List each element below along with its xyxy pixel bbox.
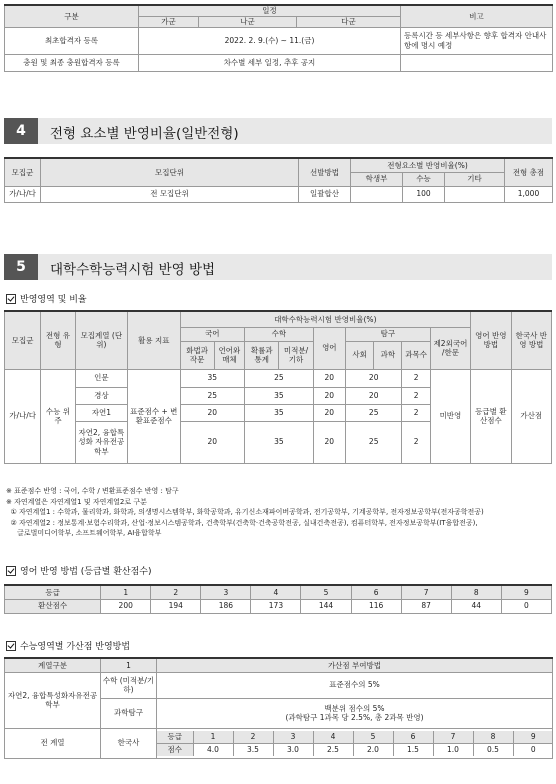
header-ga: 가군 [139,16,199,27]
cell-method: 표준점수의 5% [157,672,553,698]
section-5-header [4,254,552,280]
cell-math: 25 [245,369,314,387]
checkbox-icon [6,566,16,576]
score-cell: 194 [151,599,201,613]
cell-field: 전 계열 [5,728,101,758]
note-line: ※ 표준점수 반영 : 국어, 수학 / 변환표준점수 반영 : 탐구 [6,487,179,495]
cell-math: 35 [245,421,314,463]
header-unit: 모집단위 [41,158,299,186]
score-cell: 2.5 [313,743,353,756]
header-type: 전형 유형 [41,311,75,369]
header-etc: 기타 [445,172,505,186]
header-gubun: 구분 [5,5,139,27]
grade-cell: 4 [313,731,353,744]
cell-subject: 과학탐구 [101,698,157,728]
score-cell: 144 [301,599,351,613]
header-score: 점수 [157,743,193,756]
grade-cell: 6 [351,585,401,599]
section-number: 5 [4,254,38,280]
note-line: ※ 자연계열은 자연계열1 및 자연계열2로 구분 [6,497,147,506]
section-title: 대학수학능력시험 반영 방법 [50,262,216,278]
grade-cell: 4 [251,585,301,599]
cell-english: 20 [313,404,345,421]
section-4-header [4,118,552,144]
additional-registration-note [401,54,553,71]
header-ratio: 전형요소별 반영비율(%) [351,158,505,172]
section-number: 4 [4,118,38,144]
additional-registration-date: 차수별 세부 일정, 추후 공지 [139,54,401,71]
method-line: (과학탐구 1과목 당 2.5%, 총 2과목 반영) [285,713,424,722]
header-lang2: 제2외국어 /한문 [430,327,470,369]
header-method: 선발방법 [299,158,351,186]
grade-cell: 6 [393,731,433,744]
grade-cell: 7 [433,731,473,744]
header-math-b: 미적분/ 기하 [279,341,313,369]
header-group: 모집군 [5,158,41,186]
grade-cell: 3 [201,585,251,599]
score-cell: 116 [351,599,401,613]
cell-subjects: 2 [402,421,430,463]
score-cell: 3.5 [233,743,273,756]
header-kor-a: 화법과 작문 [180,341,214,369]
note-line: ① 자연계열1 : 수학과, 물리학과, 화학과, 의생명시스템학부, 화학공학과, 유기신소재파이버공학과, 전기공학부, 기계공학부, 전자정보공학부(전자공학전공) [6,508,484,516]
subheading-english [6,564,152,577]
header-math: 수학 [245,327,314,341]
header-science: 과학 [374,341,402,369]
cell-korean: 20 [180,404,245,421]
grade-cell: 1 [193,731,233,744]
header-english: 영어 [313,327,345,369]
schedule-table [4,4,553,72]
grade-cell: 9 [513,731,553,744]
subheading-areas [6,292,87,305]
grade-cell: 8 [473,731,513,744]
note-line: ② 자연계열2 : 정보통계·보험수리학과, 산업·정보시스템공학과, 건축학부(건축학·건축공학전공, 실내건축전공), 컴퓨터학부, 전자정보공학부(IT융합전공), [6,518,478,527]
note-line: 글로벌미디어학부, 소프트웨어학부, AI융합학부 [6,529,162,537]
header-field: 모집계열 (단위) [75,311,127,369]
score-cell: 186 [201,599,251,613]
grade-cell: 7 [401,585,451,599]
grade-cell: 5 [353,731,393,744]
row-first-registration: 최초합격자 등록 [5,27,139,54]
subheading-text: 반영영역 및 비율 [20,295,87,305]
score-cell: 2.0 [353,743,393,756]
history-grade-table [157,731,553,756]
header-method: 가산점 부여방법 [157,658,553,672]
header-kor-b: 언어와 매체 [214,341,244,369]
cell-subjects: 2 [402,404,430,421]
cell-math: 35 [245,404,314,421]
cell-inquiry: 20 [345,387,402,404]
grade-cell: 2 [151,585,201,599]
checkbox-icon [6,294,16,304]
cell-group: 가/나/다 [5,186,41,202]
header-da: 다군 [297,16,401,27]
cell-eng-method: 등급별 환산점수 [471,369,511,463]
score-cell: 4.0 [193,743,233,756]
score-cell: 1.0 [433,743,473,756]
cell-csat: 100 [403,186,445,202]
csat-ratio-table [4,310,552,464]
cell-field: 인문 [75,369,127,387]
cell-index: 표준점수 + 변환표준점수 [128,369,180,463]
cell-method [157,698,553,728]
cell-korean: 35 [180,369,245,387]
header-record: 학생부 [351,172,403,186]
score-cell: 0 [501,599,551,613]
grade-cell: 1 [101,585,151,599]
header-group: 모집군 [5,311,41,369]
cell-field: 경상 [75,387,127,404]
header-subjects: 과목수 [402,341,430,369]
english-score-table [4,584,552,614]
cell-method: 일괄합산 [299,186,351,202]
ratio-table [4,157,553,203]
grade-cell: 2 [233,731,273,744]
header-index: 활용 지표 [128,311,180,369]
bonus-table [4,657,553,759]
header-col1: 1 [101,658,157,672]
subheading-text: 수능영역별 가산점 반영방법 [20,642,131,652]
cell-field: 자연2, 융합특성화 자유전공학부 [75,421,127,463]
header-score: 환산점수 [5,599,101,613]
score-cell: 1.5 [393,743,433,756]
score-cell: 87 [401,599,451,613]
header-csat: 수능 [403,172,445,186]
score-cell: 0.5 [473,743,513,756]
grade-cell: 5 [301,585,351,599]
cell-korean: 25 [180,387,245,404]
cell-field: 자연1 [75,404,127,421]
cell-english: 20 [313,421,345,463]
score-cell: 200 [101,599,151,613]
header-math-a: 확률과 통계 [245,341,279,369]
cell-subject: 한국사 [101,728,157,758]
row-additional-registration: 충원 및 최종 충원합격자 등록 [5,54,139,71]
header-ratio: 대학수학능력시험 반영비율(%) [180,311,471,327]
cell-subjects: 2 [402,387,430,404]
header-schedule: 일정 [139,5,401,16]
first-registration-date: 2022. 2. 9.(수) ~ 11.(금) [139,27,401,54]
section-title: 전형 요소별 반영비율(일반전형) [50,126,239,142]
header-na: 나군 [199,16,297,27]
cell-inquiry: 25 [345,404,402,421]
cell-field: 자연2, 융합특성화자유전공학부 [5,672,101,728]
header-grade: 등급 [5,585,101,599]
cell-inquiry: 25 [345,421,402,463]
score-cell: 173 [251,599,301,613]
cell-english: 20 [313,387,345,404]
method-line: 백분위 점수의 5% [324,703,385,713]
cell-group: 가/나/다 [5,369,41,463]
cell-korean: 20 [180,421,245,463]
header-korean: 국어 [180,327,245,341]
cell-record [351,186,403,202]
cell-unit: 전 모집단위 [41,186,299,202]
cell-total: 1,000 [505,186,553,202]
cell-subjects: 2 [402,369,430,387]
header-eng-method: 영어 반영 방법 [471,311,511,369]
notes [6,486,551,539]
score-cell: 3.0 [273,743,313,756]
first-registration-note: 등록시간 등 세부사항은 향후 합격자 안내사항에 명시 예정 [401,27,553,54]
header-social: 사회 [345,341,373,369]
cell-english: 20 [313,369,345,387]
cell-lang2: 미반영 [430,369,470,463]
cell-etc [445,186,505,202]
header-inquiry: 탐구 [345,327,430,341]
header-hist-method: 한국사 반영 방법 [511,311,551,369]
grade-cell: 8 [451,585,501,599]
subheading-text: 영어 반영 방법 (등급별 환산점수) [20,567,152,577]
history-grade-cell [157,728,553,758]
grade-cell: 9 [501,585,551,599]
score-cell: 0 [513,743,553,756]
header-field: 계열구분 [5,658,101,672]
checkbox-icon [6,641,16,651]
cell-hist-method: 가산점 [511,369,551,463]
subheading-bonus [6,639,130,652]
header-total: 전형 총점 [505,158,553,186]
cell-type: 수능 위주 [41,369,75,463]
cell-inquiry: 20 [345,369,402,387]
header-note: 비고 [401,5,553,27]
cell-math: 35 [245,387,314,404]
score-cell: 44 [451,599,501,613]
header-grade: 등급 [157,731,193,744]
cell-subject: 수학 (미적분/기하) [101,672,157,698]
grade-cell: 3 [273,731,313,744]
